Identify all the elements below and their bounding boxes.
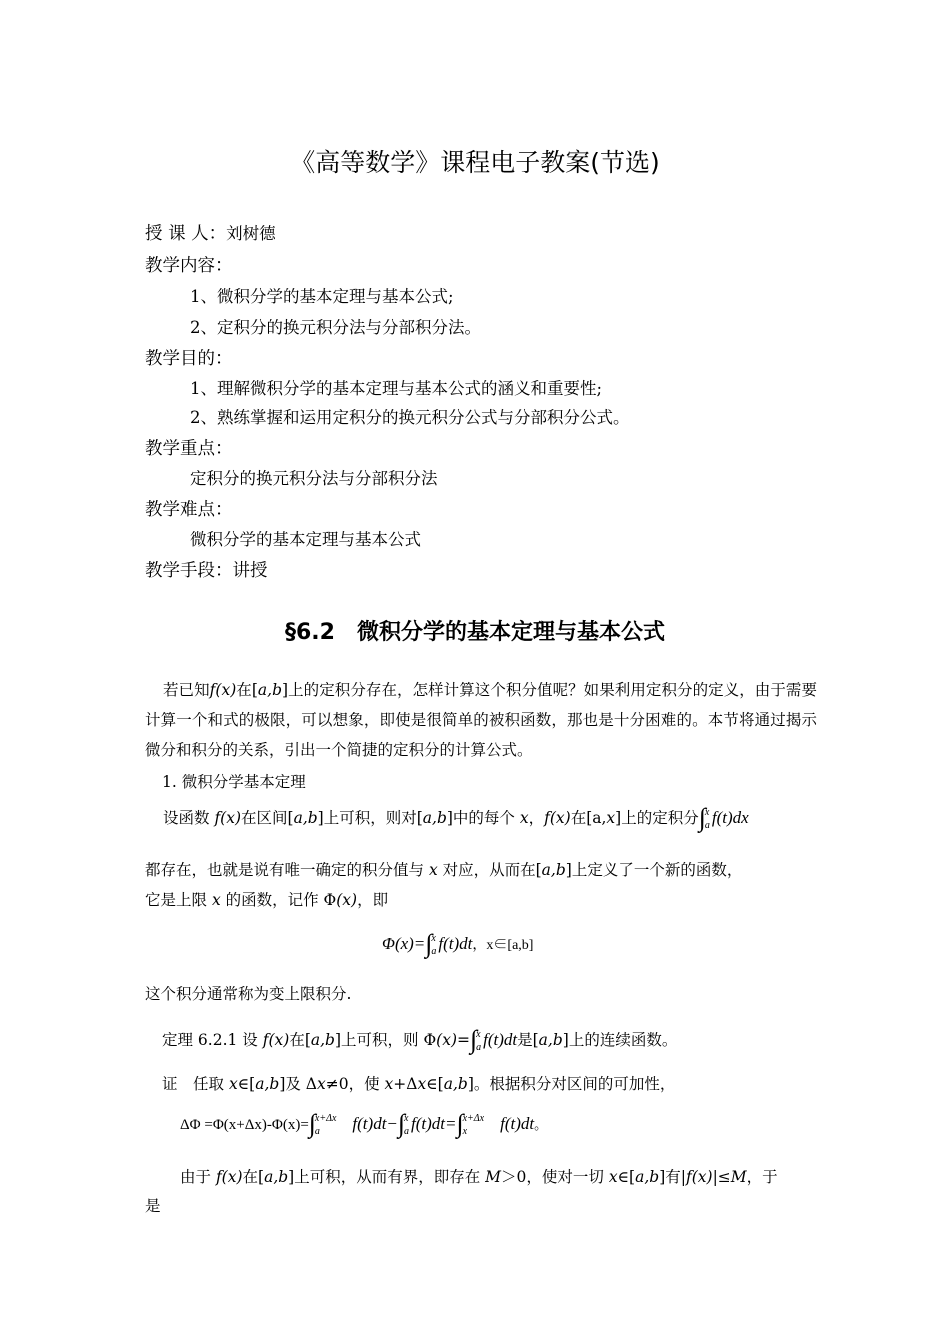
boundedness-line-2: 是 [145, 1197, 161, 1215]
teacher-label: 授 课 人： [145, 224, 227, 244]
integral-sign: ∫ [425, 929, 433, 958]
proof-line-1: 证 任取 x∈[a,b]及 Δx≠0，使 x+Δx∈[a,b]。根据积分对区间的可加性， [162, 1075, 676, 1093]
boundedness-line-1: 由于 f(x)在[a,b]上可积，从而有界，即存在 M＞0，使对一切 x∈[a,b]有|f(x)|≤M，于 [180, 1168, 778, 1186]
content-label: 教学内容： [145, 256, 233, 276]
method-line [145, 557, 268, 582]
method-text: 讲授 [232, 561, 268, 581]
integral-sign: ∫ [397, 1109, 406, 1138]
integral-expression: ∫ x a f(t)dx [698, 803, 749, 832]
intro-paragraph: 若已知f(x)在[a,b]上的定积分存在，怎样计算这个积分值呢？如果利用定积分的定义，由于需要计算一个和式的极限，可以想象，即使是很简单的被积函数，那也是十分困难的。本节将通过揭示微分和积分的关系，引出一个简捷的定积分的计算公式。 [145, 681, 817, 759]
integral-sign: ∫ [308, 1109, 316, 1138]
subsection-title: 1. 微积分学基本定理 [162, 773, 306, 791]
teacher-line [145, 220, 276, 245]
integral-sign: ∫ [469, 1025, 478, 1054]
theorem-6-2-1: 定理 6.2.1 设 f(x)在[a,b]上可积，则 Φ(x)=∫ x a f(t)dt是[a,b]上的连续函数。 [162, 1025, 678, 1054]
section-title: §6.2 微积分学的基本定理与基本公式 [285, 620, 665, 645]
key-points-label: 教学重点： [145, 439, 233, 459]
content-item-2: 2、定积分的换元积分法与分部积分法。 [190, 318, 481, 337]
method-label: 教学手段： [145, 561, 233, 581]
formula-phi-definition: Φ(x)=∫ x a f(t)dt，x∈[a,b] [382, 929, 534, 958]
definition-line-1: 设函数 f(x)在区间[a,b]上可积，则对[a,b]中的每个 x，f(x)在[a,x]上的定积分∫ x a f(t)dx [163, 803, 749, 832]
formula-delta-phi: ΔΦ =Φ(x+Δx)-Φ(x)=∫ x+Δx a f(t)dt−∫ x a f(t)dt=∫ x+Δx x f(t)dt。 [180, 1109, 548, 1138]
variable-upper-limit-note: 这个积分通常称为变上限积分. [145, 985, 352, 1003]
teacher-name: 刘树德 [226, 224, 276, 243]
key-points-text: 定积分的换元积分法与分部积分法 [190, 469, 438, 488]
difficulties-label: 教学难点： [145, 500, 233, 520]
document-title: 《高等数学》课程电子教案(节选) [290, 148, 660, 177]
difficulties-text: 微积分学的基本定理与基本公式 [190, 530, 421, 549]
goals-item-2: 2、熟练掌握和运用定积分的换元积分公式与分部积分公式。 [190, 408, 630, 427]
goals-item-1: 1、理解微积分学的基本定理与基本公式的涵义和重要性; [190, 379, 603, 398]
content-item-1: 1、微积分学的基本定理与基本公式; [190, 287, 454, 306]
integral-sign: ∫ [456, 1109, 464, 1138]
definition-line-3: 它是上限 x 的函数，记作 Φ(x)，即 [145, 891, 389, 909]
definition-line-2: 都存在，也就是说有唯一确定的积分值与 x 对应，从而在[a,b]上定义了一个新的函数， [145, 861, 743, 879]
integral-sign: ∫ [698, 803, 706, 832]
goals-label: 教学目的： [145, 349, 233, 369]
